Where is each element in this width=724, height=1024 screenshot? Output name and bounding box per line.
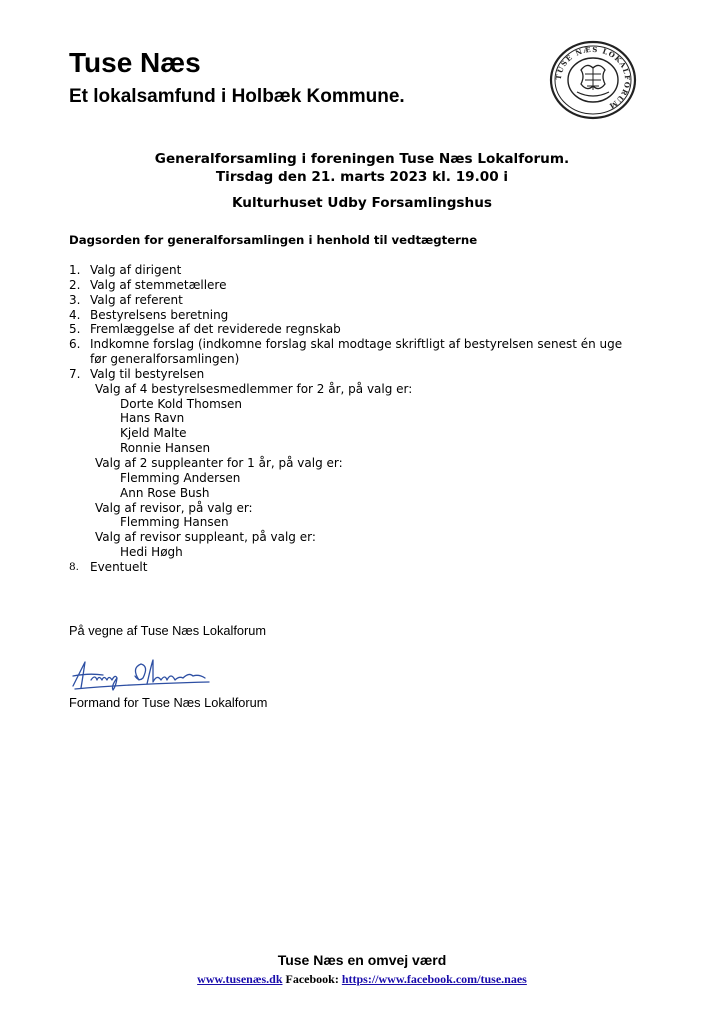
- facebook-label: Facebook:: [285, 972, 339, 986]
- list-item: 7. Valg til bestyrelsen: [69, 366, 205, 381]
- election-label: Valg af 2 suppleanter for 1 år, på valg er:: [95, 455, 343, 470]
- page-title: Tuse Næs: [69, 47, 201, 78]
- list-item: 3. Valg af referent: [69, 292, 183, 307]
- list-item: 2. Valg af stemmetællere: [69, 277, 227, 292]
- footer-links: [0, 972, 724, 987]
- election-label: Valg af revisor suppleant, på valg er:: [95, 530, 316, 545]
- footer-tagline: Tuse Næs en omvej værd: [277, 952, 447, 968]
- list-item: 1. Valg af dirigent: [69, 263, 182, 277]
- list-item: 6. Indkomne forslag (indkomne forslag skal modtage skriftligt af bestyrelsen senest én uge: [69, 337, 623, 352]
- election-label: Valg af 4 bestyrelsesmedlemmer for 2 år, på valg er:: [95, 381, 413, 396]
- candidate-name: Hans Ravn: [120, 411, 185, 426]
- signer-role: Formand for Tuse Næs Lokalforum: [69, 695, 268, 710]
- list-item: 8. Eventuelt: [69, 559, 148, 574]
- list-item-continuation: før generalforsamlingen): [90, 352, 240, 367]
- candidate-name: Dorte Kold Thomsen: [120, 396, 243, 411]
- meeting-line-1: Generalforsamling i foreningen Tuse Næs Lokalforum.: [154, 151, 570, 167]
- seal-logo-icon: [547, 40, 639, 120]
- signature-icon: [69, 656, 219, 692]
- candidate-name: Kjeld Malte: [120, 426, 187, 441]
- candidate-name: Hedi Høgh: [120, 545, 183, 560]
- website-link[interactable]: www.tusenæs.dk: [197, 972, 283, 986]
- on-behalf-text: På vegne af Tuse Næs Lokalforum: [69, 623, 267, 638]
- facebook-link[interactable]: https://www.facebook.com/tuse.naes: [341, 972, 527, 986]
- list-item: 5. Fremlæggelse af det reviderede regnskab: [69, 322, 341, 337]
- candidate-name: Flemming Andersen: [120, 470, 241, 485]
- candidate-name: Ronnie Hansen: [120, 441, 211, 456]
- agenda-title: Dagsorden for generalforsamlingen i henhold til vedtægterne: [69, 233, 478, 247]
- election-label: Valg af revisor, på valg er:: [95, 500, 253, 515]
- candidate-name: Flemming Hansen: [120, 515, 229, 530]
- list-item: 4. Bestyrelsens beretning: [69, 307, 229, 322]
- svg-text:TUSE NÆS LOKALFORUM: TUSE NÆS LOKALFORUM: [553, 44, 633, 112]
- meeting-line-2: Tirsdag den 21. marts 2023 kl. 19.00 i: [215, 169, 509, 185]
- page-subtitle: Et lokalsamfund i Holbæk Kommune.: [69, 86, 405, 107]
- agenda-list: [69, 263, 669, 575]
- meeting-venue: Kulturhuset Udby Forsamlingshus: [232, 195, 492, 211]
- candidate-name: Ann Rose Bush: [120, 485, 210, 500]
